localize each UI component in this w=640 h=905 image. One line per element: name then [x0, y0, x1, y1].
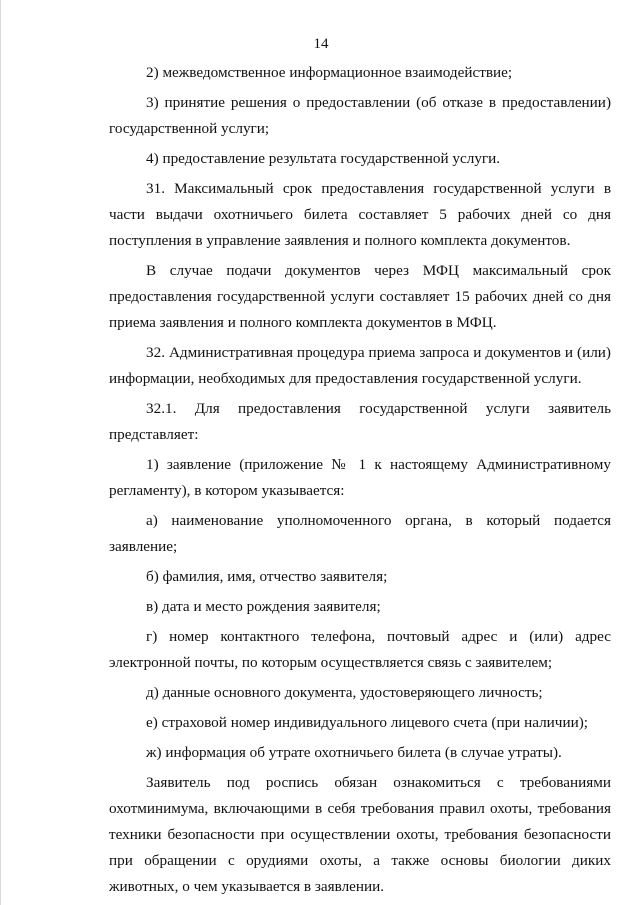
paragraph: 32. Административная процедура приема запроса и документов и (или) информации, необходимых для предоставления государственной услуги.	[109, 344, 611, 387]
paragraph: д) данные основного документа, удостоверяющего личность;	[146, 684, 543, 701]
paragraph: 32.1. Для предоставления государственной услуги заявитель представляет:	[109, 400, 611, 443]
paragraph: е) страховой номер индивидуального лицевого счета (при наличии);	[146, 714, 588, 731]
paragraph: 31. Максимальный срок предоставления государственной услуги в части выдачи охотничьего билета составляет 5 рабочих дней со дня поступления в управление заявления и полного комплекта документов.	[109, 180, 611, 249]
page-number: 14	[313, 36, 329, 52]
paragraph: 1) заявление (приложение № 1 к настоящему Административному регламенту), в котором указывается:	[109, 456, 611, 499]
paragraph: В случае подачи документов через МФЦ максимальный срок предоставления государственной услуги составляет 15 рабочих дней со дня приема заявления и полного комплекта документов в МФЦ.	[109, 262, 611, 331]
document-body	[109, 60, 611, 900]
paragraph: г) номер контактного телефона, почтовый адрес и (или) адрес электронной почты, по которым осуществляется связь с заявителем;	[109, 628, 611, 671]
paragraph: Заявитель под роспись обязан ознакомиться с требованиями охотминимума, включающими в себя требования правил охоты, требования техники безопасности при осуществлении охоты, требования безопасности при обращении с орудиями охоты, а также основы биологии диких животных, о чем указывается в заявлении.	[109, 774, 611, 895]
paragraph: 3) принятие решения о предоставлении (об отказе в предоставлении) государственной услуги;	[109, 94, 611, 137]
paragraph: 2) межведомственное информационное взаимодействие;	[146, 64, 513, 81]
paragraph: б) фамилия, имя, отчество заявителя;	[146, 568, 388, 585]
paragraph: в) дата и место рождения заявителя;	[146, 598, 381, 615]
paragraph: 4) предоставление результата государственной услуги.	[146, 150, 501, 167]
paragraph: ж) информация об утрате охотничьего билета (в случае утраты).	[146, 744, 562, 761]
paragraph: а) наименование уполномоченного органа, в который подается заявление;	[109, 512, 611, 555]
